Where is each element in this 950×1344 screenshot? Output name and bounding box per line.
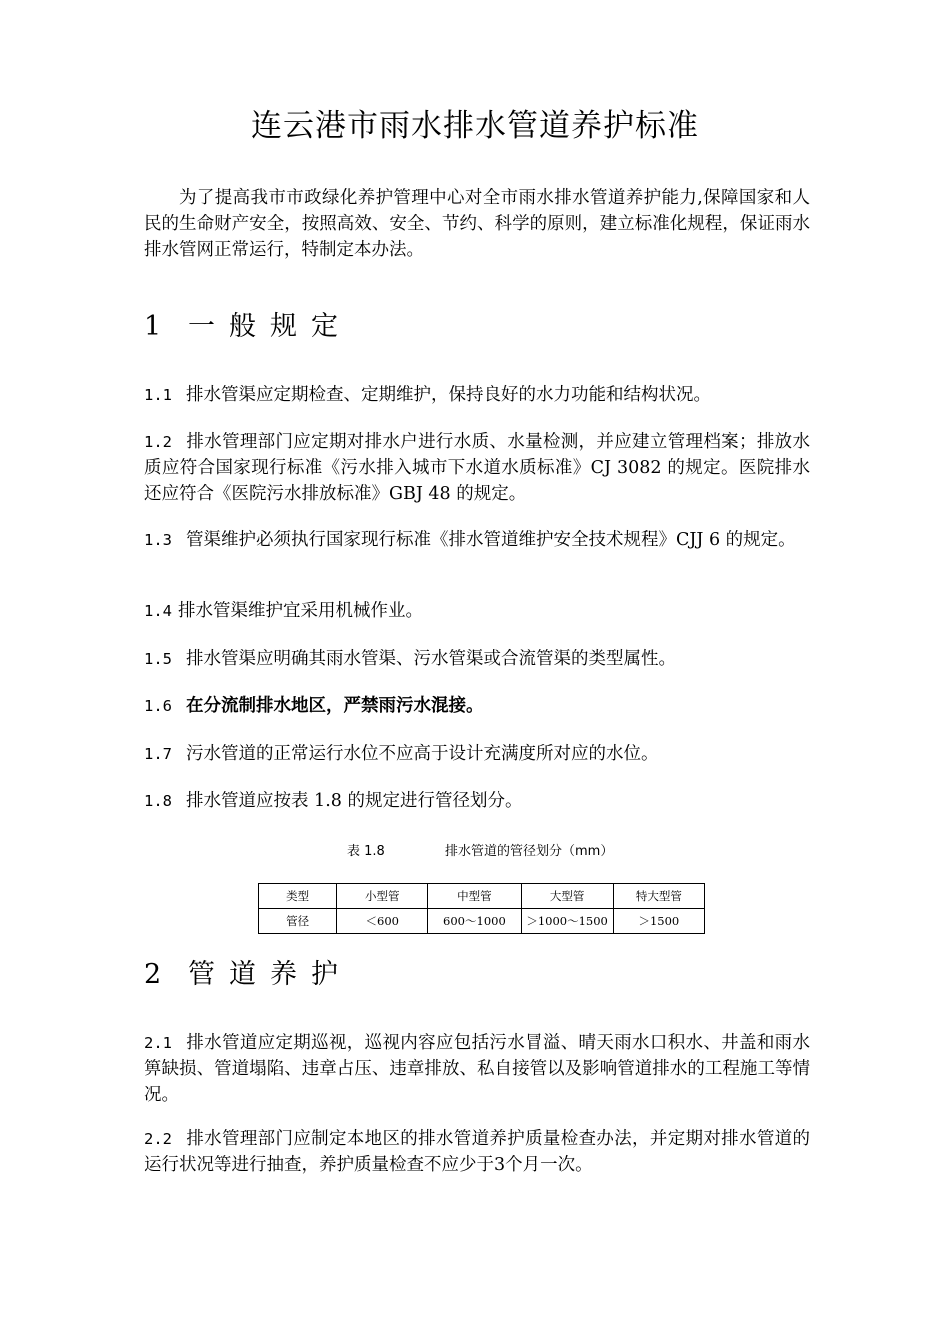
clause-1-4 — [144, 598, 810, 624]
document-title: 连云港市雨水排水管道养护标准 — [251, 108, 699, 144]
table-cell: 小型管 — [337, 884, 428, 909]
clause-text: 排水管渠应定期检查、定期维护，保持良好的水力功能和结构状况。 — [186, 385, 711, 405]
clause-2-2 — [144, 1126, 810, 1178]
section-title: 管道养护 — [188, 959, 352, 990]
clause-text: 排水管渠维护宜采用机械作业。 — [178, 601, 423, 621]
clause-number: 1.4 — [144, 602, 172, 620]
clause-number: 2.2 — [144, 1130, 172, 1148]
clause-number: 1.3 — [144, 531, 172, 549]
clause-number: 1.7 — [144, 745, 172, 763]
clause-number: 1.8 — [144, 792, 172, 810]
section-1-heading — [144, 310, 352, 344]
clause-1-5 — [144, 646, 810, 672]
clause-text: 管渠维护必须执行国家现行标准《排水管道维护安全技术规程》CJJ 6 的规定。 — [186, 530, 796, 550]
clause-number: 1.6 — [144, 697, 172, 715]
table-cell: 特大型管 — [613, 884, 704, 909]
clause-number: 1.2 — [144, 433, 172, 451]
clause-number: 1.5 — [144, 650, 172, 668]
clause-1-1 — [144, 382, 810, 408]
section-title: 一般规定 — [188, 311, 352, 342]
table-cell: ＞1500 — [613, 909, 704, 934]
clause-1-7 — [144, 741, 810, 767]
table-cell: ＜600 — [337, 909, 428, 934]
section-number: 2 — [144, 959, 164, 990]
table-header-row — [259, 884, 705, 909]
clause-2-1 — [144, 1030, 810, 1108]
clause-text: 排水管理部门应制定本地区的排水管道养护质量检查办法，并定期对排水管道的运行状况等进行抽查，养护质量检查不应少于3个月一次。 — [144, 1129, 810, 1175]
section-2-heading — [144, 958, 352, 992]
clause-number: 1.1 — [144, 386, 172, 404]
clause-text: 排水管理部门应定期对排水户进行水质、水量检测，并应建立管理档案；排放水质应符合国家现行标准《污水排入城市下水道水质标准》CJ 3082 的规定。医院排水还应符合《医院污水排放标准》GBJ 48 的规定。 — [144, 432, 810, 504]
clause-1-6 — [144, 693, 810, 719]
clause-text: 排水管道应按表 1.8 的规定进行管径划分。 — [186, 791, 523, 811]
table-cell: 管径 — [259, 909, 337, 934]
table-cell: 600～1000 — [428, 909, 521, 934]
table-cell: 类型 — [259, 884, 337, 909]
clause-text: 排水管渠应明确其雨水管渠、污水管渠或合流管渠的类型属性。 — [186, 649, 676, 669]
table-caption-title: 排水管道的管径划分（mm） — [445, 844, 614, 859]
clause-number: 2.1 — [144, 1034, 172, 1052]
clause-1-2 — [144, 429, 810, 507]
table-caption-number: 表 1.8 — [347, 844, 385, 859]
clause-1-8 — [144, 788, 810, 814]
clause-text: 排水管道应定期巡视，巡视内容应包括污水冒溢、晴天雨水口积水、井盖和雨水箅缺损、管道塌陷、违章占压、违章排放、私自接管以及影响管道排水的工程施工等情况。 — [144, 1033, 810, 1105]
table-cell: 中型管 — [428, 884, 521, 909]
clause-1-3 — [144, 527, 810, 553]
clause-text: 在分流制排水地区，严禁雨污水混接。 — [186, 696, 484, 716]
section-number: 1 — [144, 311, 164, 342]
table-cell: 大型管 — [521, 884, 613, 909]
clause-text: 污水管道的正常运行水位不应高于设计充满度所对应的水位。 — [186, 744, 659, 764]
pipe-diameter-table — [258, 883, 705, 934]
table-cell: ＞1000～1500 — [521, 909, 613, 934]
table-row — [259, 909, 705, 934]
intro-paragraph: 为了提高我市市政绿化养护管理中心对全市雨水排水管道养护能力,保障国家和人民的生命财产安全，按照高效、安全、节约、科学的原则，建立标准化规程，保证雨水排水管网正常运行，特制定本办法。 — [144, 188, 810, 260]
